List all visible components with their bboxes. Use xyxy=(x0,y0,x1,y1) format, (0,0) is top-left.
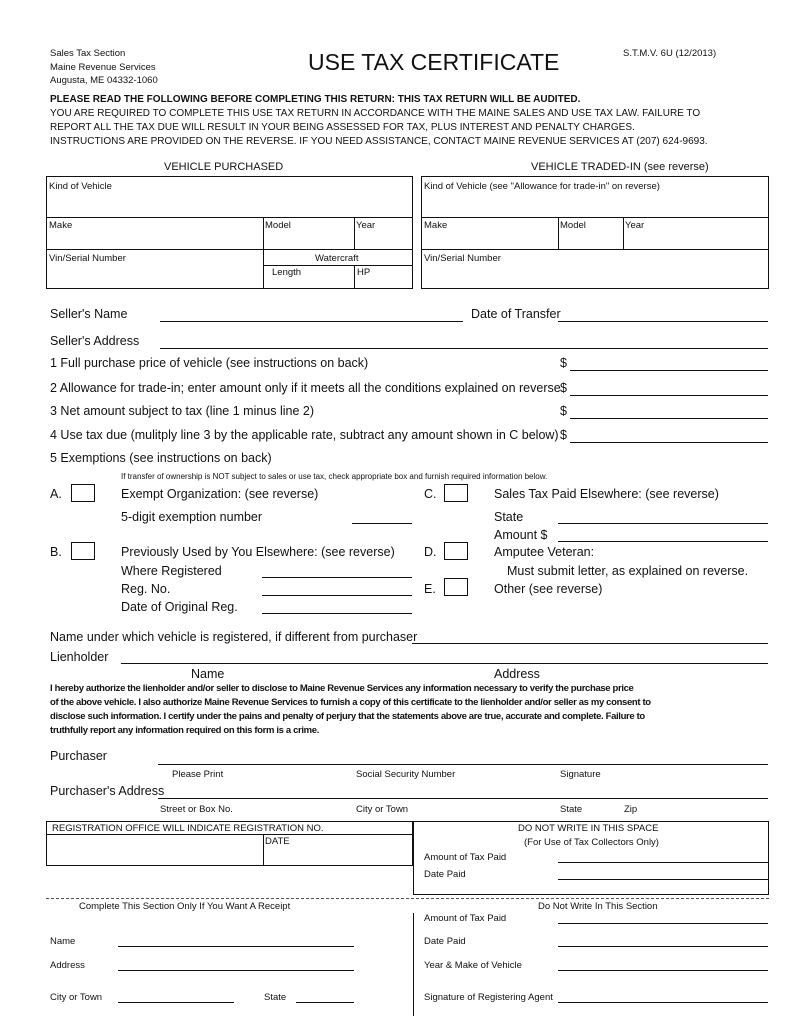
notice-bold: PLEASE READ THE FOLLOWING BEFORE COMPLETING THIS RETURN: THIS TAX RETURN WILL BE AUDITED. xyxy=(50,94,581,105)
receipt-name-field[interactable] xyxy=(118,946,354,947)
line-2-field[interactable] xyxy=(570,395,768,396)
authorization-line-3: disclose such information. I certify under the pains and penalty of perjury that the statements above are true, accurate and complete. Failure to xyxy=(50,711,645,722)
exemption-d-label: Amputee Veteran: xyxy=(494,545,595,559)
seller-address-label: Seller's Address xyxy=(50,334,140,348)
line-4-field[interactable] xyxy=(570,442,768,443)
lienholder-name-caption: Name xyxy=(191,667,225,681)
line-3-label: 3 Net amount subject to tax (line 1 minus line 2) xyxy=(50,404,315,418)
line-3-dollar: $ xyxy=(560,404,567,418)
authorization-line-2: of the above vehicle. I also authorize Maine Revenue Services to furnish a copy of this certificate to the lienholder and/or seller as my consent to xyxy=(50,697,651,708)
vehicle-traded-heading: VEHICLE TRADED-IN (see reverse) xyxy=(531,161,709,173)
line-2-dollar: $ xyxy=(560,381,567,395)
state-caption: State xyxy=(560,804,583,815)
registration-number-field[interactable] xyxy=(48,836,260,864)
purchaser-field[interactable] xyxy=(158,764,768,765)
receipt-date-paid-label: Date Paid xyxy=(424,936,466,947)
agent-signature-label: Signature of Registering Agent xyxy=(424,992,553,1003)
exemption-d-checkbox[interactable] xyxy=(444,542,468,560)
original-reg-date-label: Date of Original Reg. xyxy=(121,600,238,614)
where-registered-field[interactable] xyxy=(262,577,412,578)
office-line-2: Maine Revenue Services xyxy=(50,62,156,73)
exemption-c-checkbox[interactable] xyxy=(444,484,468,502)
office-amount-paid-field[interactable] xyxy=(558,862,768,863)
exemption-b-letter: B. xyxy=(50,545,62,559)
lienholder-label: Lienholder xyxy=(50,650,109,664)
receipt-divider xyxy=(46,898,769,899)
receipt-right-heading: Do Not Write In This Section xyxy=(538,901,658,912)
exemption-d-note: Must submit letter, as explained on reverse. xyxy=(507,564,749,578)
exemption-c-state-field[interactable] xyxy=(558,523,768,524)
exemption-e-letter: E. xyxy=(424,582,436,596)
collectors-label: (For Use of Tax Collectors Only) xyxy=(524,837,659,848)
line-1-dollar: $ xyxy=(560,356,567,370)
receipt-address-field[interactable] xyxy=(118,970,354,971)
exemptions-note: If transfer of ownership is NOT subject to sales or use tax, check appropriate box and furnish required information below. xyxy=(121,472,548,481)
office-amount-paid-label: Amount of Tax Paid xyxy=(424,852,507,863)
purchased-year-field[interactable] xyxy=(355,232,411,246)
traded-vin-field[interactable] xyxy=(423,266,766,286)
length-label: Length xyxy=(272,267,302,278)
receipt-year-make-label: Year & Make of Vehicle xyxy=(424,960,522,971)
line-4-dollar: $ xyxy=(560,428,567,442)
notice-line-3: INSTRUCTIONS ARE PROVIDED ON THE REVERSE. IF YOU NEED ASSISTANCE, CONTACT MAINE REVENUE SERVICES AT (207) 624-9693. xyxy=(50,136,708,147)
purchased-make-label: Make xyxy=(49,220,73,231)
exemption-number-field[interactable] xyxy=(352,523,412,524)
name-under-field[interactable] xyxy=(412,643,768,644)
purchased-kind-label: Kind of Vehicle xyxy=(49,181,112,192)
page-title: USE TAX CERTIFICATE xyxy=(308,49,560,75)
original-reg-date-field[interactable] xyxy=(262,613,412,614)
traded-kind-label: Kind of Vehicle (see "Allowance for trade-in" on reverse) xyxy=(424,181,660,192)
purchaser-address-field[interactable] xyxy=(158,798,768,799)
name-under-label: Name under which vehicle is registered, if different from purchaser xyxy=(50,630,418,644)
line-1-label: 1 Full purchase price of vehicle (see instructions on back) xyxy=(50,356,369,370)
purchased-model-label: Model xyxy=(265,220,291,231)
line-2-label: 2 Allowance for trade-in; enter amount only if it meets all the conditions explained on reverse xyxy=(50,381,561,395)
office-date-paid-field[interactable] xyxy=(558,879,768,880)
receipt-year-make-field[interactable] xyxy=(558,970,768,971)
receipt-city-field[interactable] xyxy=(118,1002,234,1003)
hp-label: HP xyxy=(357,267,371,278)
where-registered-label: Where Registered xyxy=(121,564,222,578)
traded-kind-field[interactable] xyxy=(423,194,766,214)
exemption-c-label: Sales Tax Paid Elsewhere: (see reverse) xyxy=(494,487,719,501)
line-5-label: 5 Exemptions (see instructions on back) xyxy=(50,451,272,465)
city-caption: City or Town xyxy=(356,804,409,815)
zip-caption: Zip xyxy=(624,804,638,815)
traded-make-label: Make xyxy=(424,220,448,231)
purchased-model-field[interactable] xyxy=(264,232,352,246)
date-of-transfer-field[interactable] xyxy=(558,321,768,322)
exemption-b-label: Previously Used by You Elsewhere: (see reverse) xyxy=(121,545,395,559)
seller-name-field[interactable] xyxy=(160,321,463,322)
lienholder-address-caption: Address xyxy=(494,667,540,681)
ssn-caption: Social Security Number xyxy=(356,769,456,780)
authorization-line-4: truthfully report any information required on this form is a crime. xyxy=(50,725,319,736)
purchased-kind-field[interactable] xyxy=(48,194,410,214)
exemption-e-checkbox[interactable] xyxy=(444,578,468,596)
reg-no-field[interactable] xyxy=(262,595,412,596)
exemption-c-amount-label: Amount $ xyxy=(494,528,548,542)
seller-name-label: Seller's Name xyxy=(50,307,128,321)
traded-vin-label: Vin/Serial Number xyxy=(424,253,501,264)
purchaser-address-label: Purchaser's Address xyxy=(50,784,165,798)
receipt-amount-paid-label: Amount of Tax Paid xyxy=(424,913,507,924)
notice-line-1: YOU ARE REQUIRED TO COMPLETE THIS USE TAX RETURN IN ACCORDANCE WITH THE MAINE SALES AND USE TAX LAW. FAILURE TO xyxy=(50,108,701,119)
exemption-c-state-label: State xyxy=(494,510,524,524)
exemption-a-checkbox[interactable] xyxy=(71,484,95,502)
lienholder-field[interactable] xyxy=(121,663,768,664)
watercraft-label: Watercraft xyxy=(315,253,359,264)
traded-model-label: Model xyxy=(560,220,586,231)
authorization-line-1: I hereby authorize the lienholder and/or seller to disclose to Maine Revenue Services any information necessary to verify the purchase price xyxy=(50,683,634,694)
vehicle-purchased-heading: VEHICLE PURCHASED xyxy=(164,161,284,173)
please-print-caption: Please Print xyxy=(172,769,224,780)
agent-signature-field[interactable] xyxy=(558,1002,768,1003)
receipt-name-label: Name xyxy=(50,936,76,947)
line-1-field[interactable] xyxy=(570,370,768,371)
receipt-address-label: Address xyxy=(50,960,85,971)
exemption-e-label: Other (see reverse) xyxy=(494,582,603,596)
receipt-date-paid-field[interactable] xyxy=(558,946,768,947)
office-line-3: Augusta, ME 04332-1060 xyxy=(50,75,158,86)
line-4-label: 4 Use tax due (mulitply line 3 by the applicable rate, subtract any amount shown in C below) xyxy=(50,428,559,442)
purchased-vin-label: Vin/Serial Number xyxy=(49,253,126,264)
office-line-1: Sales Tax Section xyxy=(50,48,126,59)
exemption-d-letter: D. xyxy=(424,545,437,559)
exemption-c-letter: C. xyxy=(424,487,437,501)
receipt-state-field[interactable] xyxy=(296,1002,354,1003)
purchased-year-label: Year xyxy=(356,220,376,231)
registration-date-label: DATE xyxy=(265,836,290,847)
registration-office-label: REGISTRATION OFFICE WILL INDICATE REGISTRATION NO. xyxy=(52,823,324,834)
receipt-vertical-divider xyxy=(413,913,414,1016)
purchased-vin-field[interactable] xyxy=(48,266,260,286)
receipt-state-label: State xyxy=(264,992,287,1003)
street-caption: Street or Box No. xyxy=(160,804,233,815)
notice-line-2: REPORT ALL THE TAX DUE WILL RESULT IN YOUR BEING ASSESSED FOR TAX, PLUS INTEREST AND PENALTY CHARGES. xyxy=(50,122,635,133)
reg-no-label: Reg. No. xyxy=(121,582,171,596)
exemption-number-label: 5-digit exemption number xyxy=(121,510,263,524)
exemption-b-checkbox[interactable] xyxy=(71,542,95,560)
exemption-a-letter: A. xyxy=(50,487,62,501)
office-date-paid-label: Date Paid xyxy=(424,869,466,880)
signature-caption: Signature xyxy=(560,769,601,780)
do-not-write-label: DO NOT WRITE IN THIS SPACE xyxy=(518,823,659,834)
exemption-a-label: Exempt Organization: (see reverse) xyxy=(121,487,319,501)
line-3-field[interactable] xyxy=(570,418,768,419)
form-id: S.T.M.V. 6U (12/2013) xyxy=(623,48,717,59)
receipt-heading: Complete This Section Only If You Want A Receipt xyxy=(79,901,291,912)
receipt-amount-paid-field[interactable] xyxy=(558,923,768,924)
date-of-transfer-label: Date of Transfer xyxy=(471,307,561,321)
purchaser-label: Purchaser xyxy=(50,749,107,763)
traded-year-label: Year xyxy=(625,220,645,231)
seller-address-field[interactable] xyxy=(160,348,768,349)
purchased-make-field[interactable] xyxy=(48,232,260,246)
exemption-c-amount-field[interactable] xyxy=(558,541,768,542)
receipt-city-label: City or Town xyxy=(50,992,103,1003)
